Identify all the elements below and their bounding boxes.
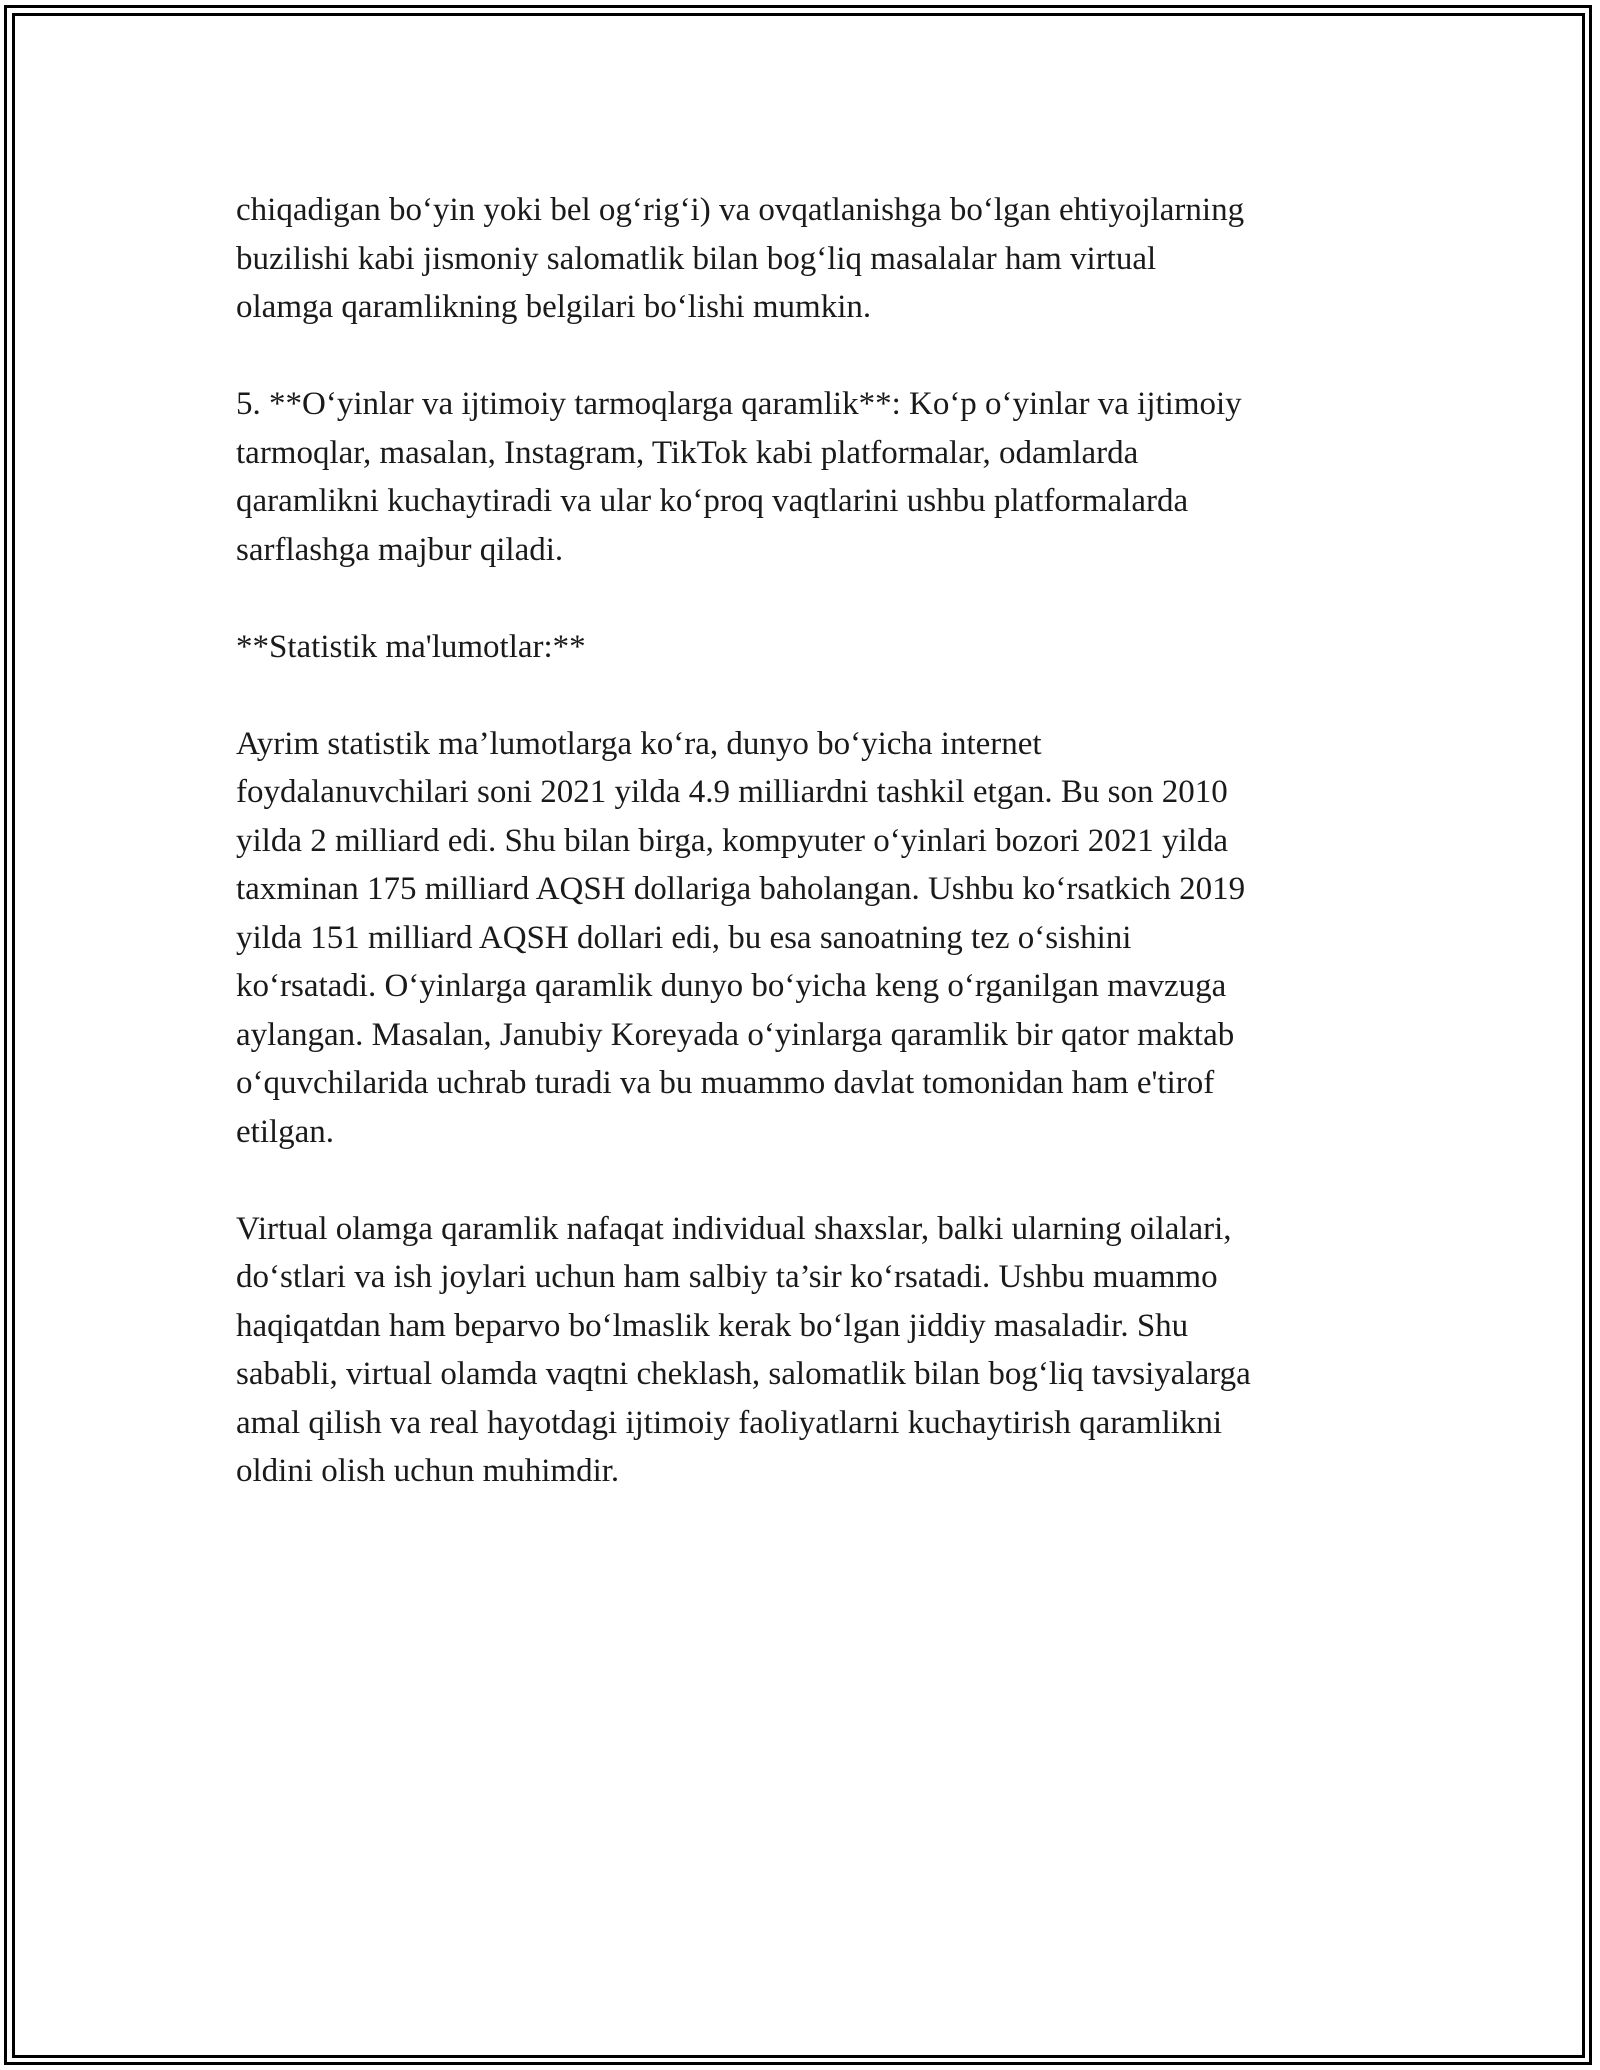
paragraph-statistics-heading: **Statistik ma'lumotlar:** — [236, 628, 586, 665]
paragraph-conclusion: Virtual olamga qaramlik nafaqat individual shaxslar, balki ularning oilalari, do‘stlari va ish joylari uchun ham salbiy ta’sir ko‘rsatadi. Ushbu muammo haqiqatdan ham beparvo bo‘lmaslik kerak bo‘lgan jiddiy masaladir. Shu sababli, virtual olamda vaqtni cheklash, salomatlik bilan bog‘liq tavsiyalarga amal qilish va real hayotdagi ijtimoiy faoliyatlarni kuchaytirish qaramlikni oldini olish uchun muhimdir. — [236, 1210, 1251, 1489]
paragraph-health-issues: chiqadigan bo‘yin yoki bel og‘rig‘i) va ovqatlanishga bo‘lgan ehtiyojlarning buzilishi kabi jismoniy salomatlik bilan bog‘liq masalalar ham virtual olamga qaramlikning belgilari bo‘lishi mumkin. — [236, 192, 1245, 325]
paragraph-statistics: Ayrim statistik ma’lumotlarga ko‘ra, dunyo bo‘yicha internet foydalanuvchilari soni 2021 yilda 4.9 milliardni tashkil etgan. Bu son 2010 yilda 2 milliard edi. Shu bilan birga, kompyuter o‘yinlari bozori 2021 yilda taxminan 175 milliard AQSH dollariga baholangan. Ushbu ko‘rsatkich 2019 yilda 151 milliard AQSH dollari edi, bu esa sanoatning tez o‘sishini ko‘rsatadi. O‘yinlarga qaramlik dunyo bo‘yicha keng o‘rganilgan mavzuga aylangan. Masalan, Janubiy Koreyada o‘yinlarga qaramlik bir qator maktab o‘quvchilarida uchrab turadi va bu muammo davlat tomonidan ham e'tirof etilgan. — [236, 725, 1246, 1150]
document-body — [236, 186, 1386, 1496]
paragraph-games-social-media: 5. **O‘yinlar va ijtimoiy tarmoqlarga qaramlik**: Ko‘p o‘yinlar va ijtimoiy tarmoqlar, masalan, Instagram, TikTok kabi platformalar, odamlarda qaramlikni kuchaytiradi va ular ko‘proq vaqtlarini ushbu platformalarda sarflashga majbur qiladi. — [236, 386, 1242, 568]
